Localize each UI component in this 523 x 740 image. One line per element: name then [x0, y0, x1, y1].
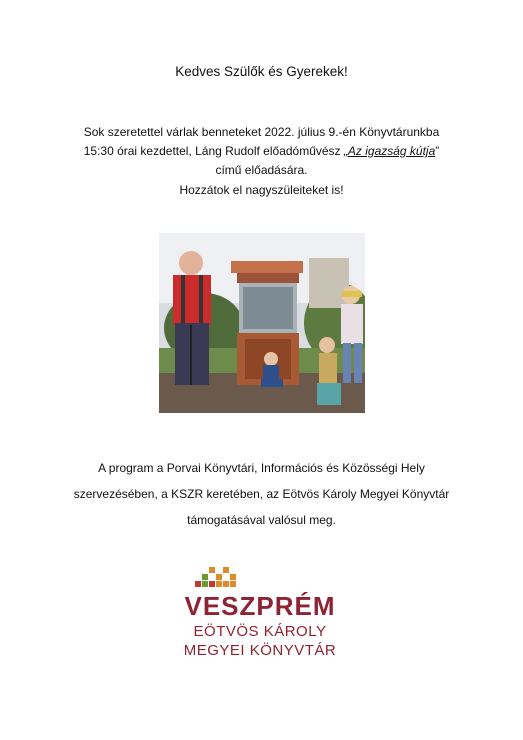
- invitation-text: [0, 123, 523, 180]
- performance-title: „Az igazság kútja: [343, 144, 436, 158]
- invitation-line-2: 15:30 órai kezdettel, Láng Rudolf előadóművész „Az igazság kútja”: [83, 144, 440, 158]
- page-title: Kedves Szülők és Gyerekek!: [175, 64, 348, 79]
- logo-subtitle-1: EÖTVÖS KÁROLY: [193, 623, 327, 640]
- invitation-line-3: című előadására.: [215, 163, 308, 177]
- logo-title: VESZPRÉM: [184, 591, 336, 621]
- event-photo: [159, 233, 365, 413]
- program-line-3: támogatásával valósul meg.: [187, 513, 336, 527]
- invitation-line-1: Sok szeretettel várlak benneteket 2022. július 9.-én Könyvtárunkba: [83, 125, 440, 139]
- logo-emblem: [193, 561, 243, 591]
- grandparents-note: Hozzátok el nagyszüleiteket is!: [179, 183, 344, 197]
- program-info: [0, 455, 523, 533]
- library-logo: [160, 558, 360, 668]
- logo-subtitle-2: MEGYEI KÖNYVTÁR: [183, 642, 337, 659]
- invitation-line-2-prefix: 15:30 órai kezdettel, Láng Rudolf előadóművész: [83, 144, 344, 158]
- program-line-2: szervezésében, a KSZR keretében, az Eötvös Károly Megyei Könyvtár: [73, 487, 450, 501]
- program-line-1: A program a Porvai Könyvtári, Információs és Közösségi Hely: [98, 461, 425, 475]
